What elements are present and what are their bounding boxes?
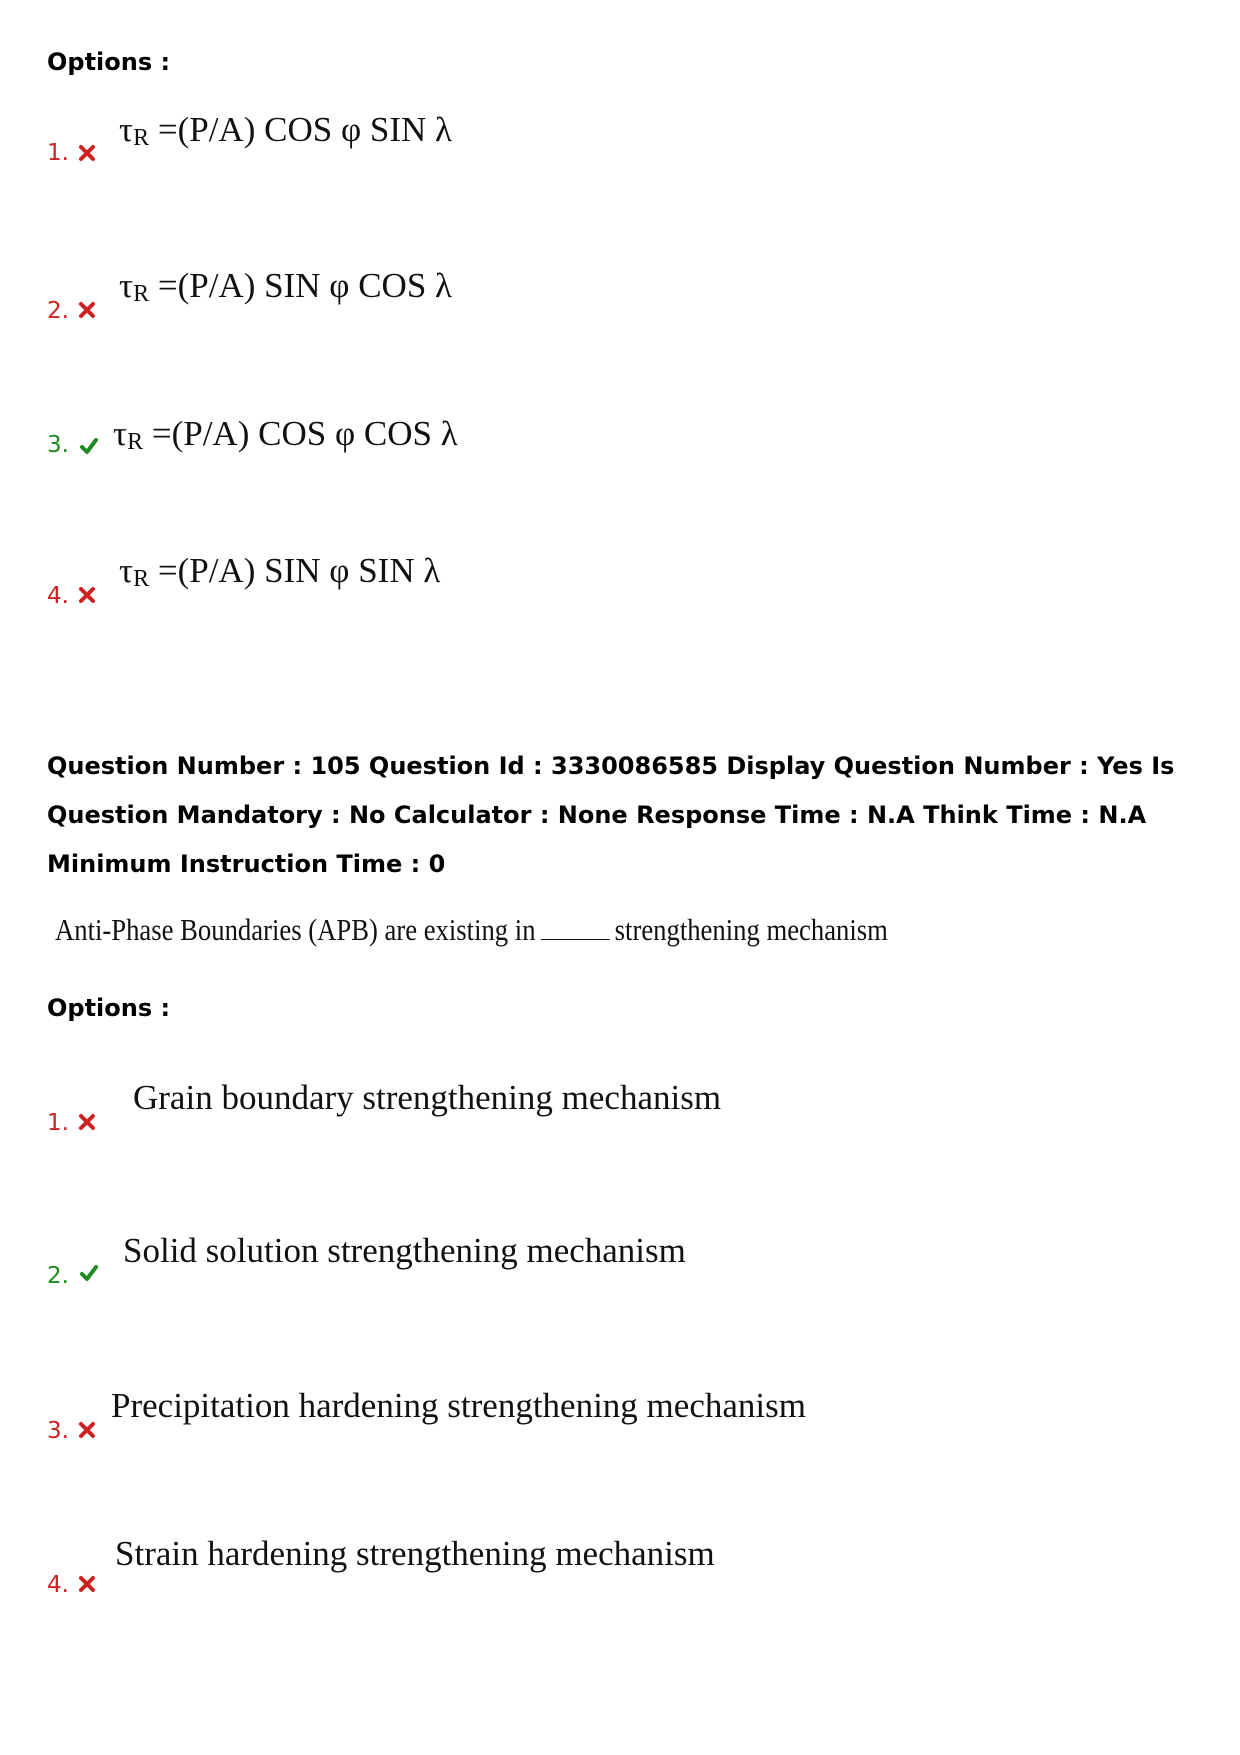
option-number: 1. <box>47 1110 69 1136</box>
options-heading: Options : <box>47 994 171 1022</box>
option-number: 3. <box>47 1418 69 1444</box>
question-text-after: strengthening mechanism <box>614 912 888 947</box>
option-number: 1. <box>47 140 69 166</box>
option-number: 3. <box>47 432 69 458</box>
cross-icon <box>77 1574 97 1594</box>
formula-text: =(P/A) COS φ SIN λ <box>149 110 453 149</box>
option-text: Solid solution strengthening mechanism <box>123 1231 686 1270</box>
formula-text: =(P/A) COS φ COS λ <box>143 414 458 453</box>
option-number: 4. <box>47 583 69 609</box>
subscript: R <box>133 566 150 592</box>
check-icon <box>77 436 101 456</box>
option-text: Strain hardening strengthening mechanism <box>115 1534 715 1573</box>
tau-symbol: τ <box>113 414 128 453</box>
fill-blank <box>541 917 610 940</box>
cross-icon <box>77 1112 97 1132</box>
option-number: 2. <box>47 298 69 324</box>
tau-symbol: τ <box>119 110 134 149</box>
option-text: Precipitation hardening strengthening mechanism <box>111 1386 806 1425</box>
tau-symbol: τ <box>119 266 134 305</box>
formula-text: =(P/A) SIN φ COS λ <box>149 266 453 305</box>
subscript: R <box>133 125 150 151</box>
cross-icon <box>77 1420 97 1440</box>
option-text: Grain boundary strengthening mechanism <box>133 1078 722 1117</box>
tau-symbol: τ <box>119 551 134 590</box>
cross-icon <box>77 143 97 163</box>
subscript: R <box>127 429 144 455</box>
question-text-before: Anti-Phase Boundaries (APB) are existing in <box>55 912 536 947</box>
option-formula <box>119 551 440 599</box>
question-text <box>55 910 888 950</box>
option-formula <box>119 266 452 314</box>
cross-icon <box>77 300 97 320</box>
option-number: 4. <box>47 1572 69 1598</box>
options-heading: Options : <box>47 48 171 76</box>
subscript: R <box>133 281 150 307</box>
option-formula <box>113 414 458 462</box>
option-number: 2. <box>47 1263 69 1289</box>
formula-text: =(P/A) SIN φ SIN λ <box>149 551 441 590</box>
cross-icon <box>77 585 97 605</box>
option-formula <box>119 110 452 158</box>
question-meta: Question Number : 105 Question Id : 3330086585 Display Question Number : Yes Is Question Mandatory : No Calculator : None Response Time : N.A Think Time : N.A Minimum Instruction Time : 0 <box>47 752 1175 878</box>
check-icon <box>77 1263 101 1283</box>
